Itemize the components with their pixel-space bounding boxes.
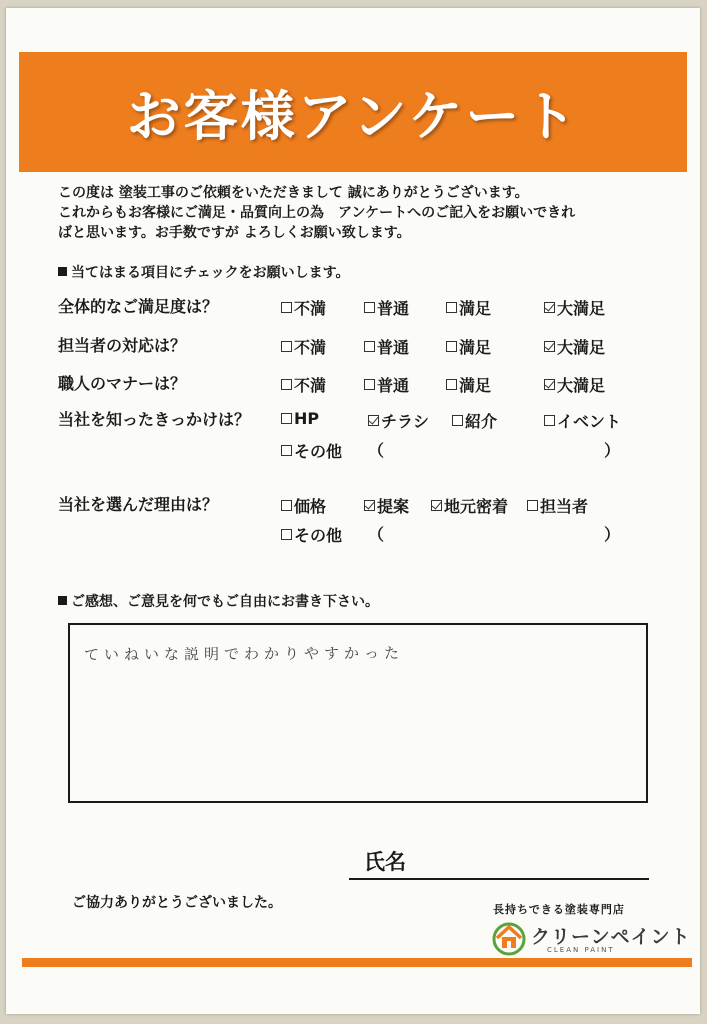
- q3-option-2[interactable]: 普通: [364, 373, 409, 396]
- q4-option-3[interactable]: 紹介: [452, 409, 497, 432]
- question-overall-satisfaction: 全体的なご満足度は？: [58, 297, 219, 316]
- checkbox[interactable]: [452, 415, 463, 426]
- company-name: クリーンペイント: [531, 926, 691, 948]
- checkbox[interactable]: [446, 341, 457, 352]
- question-why-chose-us: 当社を選んだ理由は？: [58, 495, 219, 514]
- checkbox[interactable]: [544, 302, 555, 313]
- checkbox[interactable]: [446, 302, 457, 313]
- q5-option-4[interactable]: 担当者: [527, 494, 588, 517]
- q1-option-3[interactable]: 満足: [446, 296, 491, 319]
- q2-option-4[interactable]: 大満足: [544, 335, 605, 358]
- checkbox[interactable]: [281, 529, 292, 540]
- checkbox[interactable]: [527, 500, 538, 511]
- company-tagline: 長持ちできる塗装専門店: [493, 903, 625, 916]
- q3-option-1[interactable]: 不満: [281, 373, 326, 396]
- q3-option-4[interactable]: 大満足: [544, 373, 605, 396]
- question-how-found-us: 当社を知ったきっかけは？: [58, 410, 251, 429]
- company-name-en: CLEAN PAINT: [547, 946, 615, 954]
- checkbox[interactable]: [368, 415, 379, 426]
- checkbox[interactable]: [281, 413, 292, 424]
- checkbox[interactable]: [281, 341, 292, 352]
- intro-line-2: これからもお客様にご満足・品質向上の為 アンケートへのご記入をお願いできれ: [58, 205, 576, 221]
- checkbox[interactable]: [281, 379, 292, 390]
- q1-option-4[interactable]: 大満足: [544, 296, 605, 319]
- q4-other-paren-open: （: [368, 441, 385, 460]
- handwritten-comment: ていねいな説明でわかりやすかった: [83, 644, 405, 664]
- checkbox[interactable]: [364, 379, 375, 390]
- q4-option-other[interactable]: その他: [281, 439, 342, 462]
- square-bullet-icon: [58, 267, 67, 276]
- question-staff-response: 担当者の対応は？: [58, 336, 187, 355]
- q3-option-3[interactable]: 満足: [446, 373, 491, 396]
- q2-option-1[interactable]: 不満: [281, 335, 326, 358]
- checkbox[interactable]: [364, 302, 375, 313]
- q5-option-other[interactable]: その他: [281, 523, 342, 546]
- checklist-heading-text: 当てはまる項目にチェックをお願いします。: [71, 265, 350, 281]
- checkbox[interactable]: [364, 341, 375, 352]
- q5-other-paren-open: （: [368, 525, 385, 544]
- survey-sheet: [6, 8, 700, 1014]
- checkbox[interactable]: [446, 379, 457, 390]
- checkbox[interactable]: [431, 500, 442, 511]
- checkbox[interactable]: [281, 445, 292, 456]
- q4-option-1[interactable]: HP: [281, 409, 319, 428]
- checkbox[interactable]: [281, 302, 292, 313]
- checkbox[interactable]: [544, 341, 555, 352]
- square-bullet-icon: [58, 596, 67, 605]
- checklist-heading: [58, 262, 349, 282]
- company-logo: [491, 918, 691, 958]
- intro-line-3: ばと思います。お手数ですが よろしくお願い致します。: [58, 225, 411, 241]
- comments-heading-text: ご感想、ご意見を何でもご自由にお書き下さい。: [71, 594, 379, 610]
- q1-option-2[interactable]: 普通: [364, 296, 409, 319]
- comments-heading: [58, 591, 379, 611]
- house-icon: [491, 920, 527, 956]
- q5-option-2[interactable]: 提案: [364, 494, 409, 517]
- name-input-line[interactable]: [349, 878, 649, 880]
- q2-option-2[interactable]: 普通: [364, 335, 409, 358]
- intro-line-1: この度は 塗装工事のご依頼をいただきまして 誠にありがとうございます。: [58, 185, 529, 201]
- q5-other-paren-close: ）: [604, 525, 621, 544]
- q2-option-3[interactable]: 満足: [446, 335, 491, 358]
- thanks-text: ご協力ありがとうございました。: [72, 895, 282, 911]
- title-banner: [19, 52, 687, 172]
- checkbox[interactable]: [544, 379, 555, 390]
- checkbox[interactable]: [364, 500, 375, 511]
- question-craftsman-manners: 職人のマナーは？: [58, 374, 187, 393]
- intro-text: [58, 183, 658, 243]
- q1-option-1[interactable]: 不満: [281, 296, 326, 319]
- q5-option-1[interactable]: 価格: [281, 494, 326, 517]
- q4-other-paren-close: ）: [604, 441, 621, 460]
- comment-textarea[interactable]: [68, 623, 648, 803]
- q4-option-4[interactable]: イベント: [544, 409, 621, 432]
- bottom-accent-bar: [22, 958, 692, 967]
- q5-option-3[interactable]: 地元密着: [431, 494, 508, 517]
- checkbox[interactable]: [544, 415, 555, 426]
- q4-option-2[interactable]: チラシ: [368, 409, 429, 432]
- name-label: 氏名: [364, 850, 406, 874]
- checkbox[interactable]: [281, 500, 292, 511]
- page-title: お客様アンケート: [126, 84, 580, 148]
